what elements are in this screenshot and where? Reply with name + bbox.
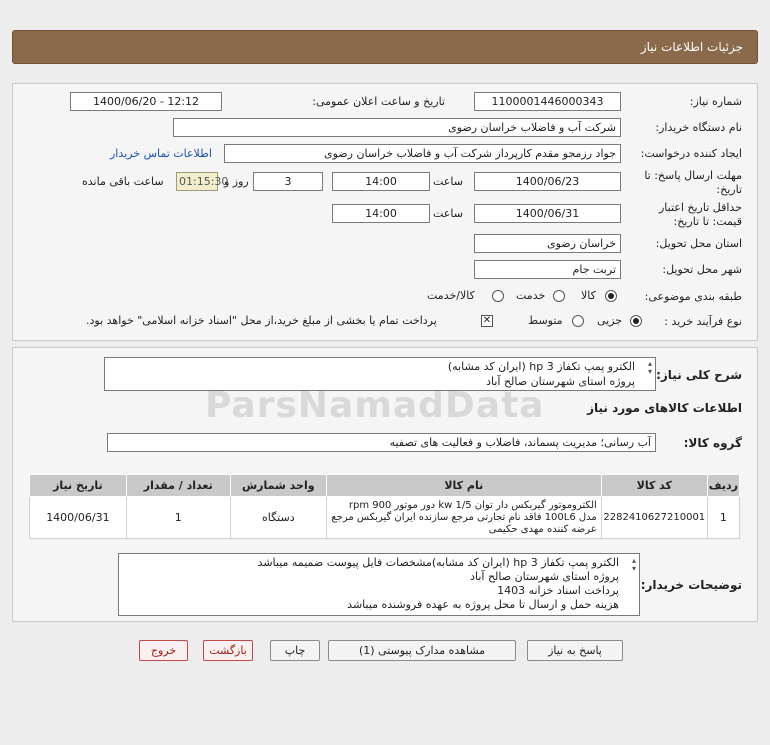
goods-section-title: اطلاعات کالاهای مورد نیاز [587, 401, 742, 415]
province-field: خراسان رضوی [474, 234, 621, 253]
print-button[interactable]: چاپ [270, 640, 320, 661]
need-number-field: 1100001446000343 [474, 92, 621, 111]
deadline-time-label: ساعت [433, 175, 463, 188]
deadline-time-field: 14:00 [332, 172, 430, 191]
process-medium-radio[interactable] [572, 315, 584, 327]
col-unit: واحد شمارش [230, 475, 326, 497]
validity-label: حداقل تاریخ اعتبار [658, 201, 742, 214]
buyer-notes-box [118, 553, 640, 616]
treasury-checkbox[interactable]: ✕ [482, 315, 492, 326]
table-row[interactable] [30, 497, 740, 539]
need-number-label: شماره نیاز: [689, 95, 742, 108]
summary-line-1: الکترو پمپ تکفاز 3 hp (ایران کد مشابه) [447, 360, 635, 373]
summary-line-2: پروژه استای شهرستان صالح آباد [486, 375, 635, 388]
payment-note: پرداخت تمام یا بخشی از مبلغ خرید،از محل "اسناد خزانه اسلامی" خواهد بود. [86, 314, 437, 327]
col-date: تاریخ نیاز [30, 475, 127, 497]
cell-qty: 1 [126, 497, 230, 539]
category-service-label: خدمت [516, 289, 546, 302]
buyer-notes-label: توضیحات خریدار: [640, 578, 742, 592]
goods-group-field: آب رسانی؛ مدیریت پسماند، فاضلاب و فعالیت های تصفیه [107, 433, 656, 452]
buyer-notes-line-3: پرداخت اسناد خزانه 1403 [497, 584, 619, 597]
remaining-label: ساعت باقی مانده [82, 175, 164, 188]
cell-code: 2282410627210001 [601, 497, 707, 539]
buyer-notes-line-1: الکترو پمپ تکفاز 3 hp (ایران کد مشابه)مشخصات فایل پیوست ضمیمه میباشد [257, 556, 619, 569]
validity-time-label: ساعت [433, 207, 463, 220]
back-button[interactable]: بازگشت [203, 640, 253, 661]
validity-time-field: 14:00 [332, 204, 430, 223]
announce-label: تاریخ و ساعت اعلان عمومی: [312, 95, 445, 108]
deadline-label: مهلت ارسال پاسخ: تا [644, 169, 742, 182]
page-header [12, 30, 758, 64]
process-minor-radio[interactable] [630, 315, 642, 327]
days-label: روز و [224, 175, 249, 188]
city-label: شهر محل تحویل: [662, 263, 742, 276]
validity-date-field: 1400/06/31 [474, 204, 621, 223]
category-goods-label: کالا [581, 289, 596, 302]
category-both-label: کالا/خدمت [427, 289, 475, 302]
goods-group-label: گروه کالا: [683, 436, 742, 450]
buyer-org-field: شرکت آب و فاضلاب خراسان رضوی [173, 118, 621, 137]
watermark-logo: ParsNamadData [205, 385, 545, 426]
col-index: ردیف [707, 475, 739, 497]
category-service-radio[interactable] [553, 290, 565, 302]
creator-field: جواد رزمجو مقدم کارپرداز شرکت آب و فاضلاب خراسان رضوی [224, 144, 621, 163]
announce-field: 1400/06/20 - 12:12 [70, 92, 222, 111]
items-table-wrap [29, 474, 740, 539]
buyer-notes-line-4: هزینه حمل و ارسال تا محل پروژه به عهده فروشنده میباشد [347, 598, 619, 611]
notes-scroll-icon[interactable]: ▴ ▾ [631, 556, 636, 573]
col-code: کد کالا [601, 475, 707, 497]
attachments-button[interactable]: مشاهده مدارک پیوستی (1) [328, 640, 516, 661]
reply-button[interactable]: پاسخ به نیاز [527, 640, 623, 661]
process-minor-label: جزیی [597, 314, 623, 327]
table-header-row [30, 475, 740, 497]
scroll-arrows-icon[interactable]: ▴ ▾ [647, 359, 652, 376]
col-qty: تعداد / مقدار [126, 475, 230, 497]
cell-name: الکتروموتور گیربکس دار توان kw 1/5 دور موتور rpm 900 مدل 100L6 فاقد نام تجارتی مرجع سازنده ایران گیربکس مرجع عرضه کننده مهدی حکیمی [326, 497, 601, 539]
summary-box [104, 357, 656, 391]
buyer-notes-line-2: پروژه استای شهرستان صالح آباد [470, 570, 619, 583]
category-label: طبقه بندی موضوعی: [644, 290, 742, 303]
category-both-radio[interactable] [492, 290, 504, 302]
province-label: استان محل تحویل: [655, 237, 742, 250]
exit-button[interactable]: خروج [139, 640, 188, 661]
buyer-org-label: نام دستگاه خریدار: [655, 121, 742, 134]
items-table [29, 474, 740, 539]
city-field: تربت جام [474, 260, 621, 279]
process-medium-label: متوسط [528, 314, 563, 327]
days-field: 3 [253, 172, 323, 191]
summary-label: شرح کلی نیاز: [656, 368, 742, 382]
validity-label-2: قیمت: تا تاریخ: [673, 215, 742, 228]
col-name: نام کالا [326, 475, 601, 497]
cell-date: 1400/06/31 [30, 497, 127, 539]
cell-index: 1 [707, 497, 739, 539]
category-goods-radio[interactable] [605, 290, 617, 302]
deadline-date-field: 1400/06/23 [474, 172, 621, 191]
deadline-label-2: تاریخ: [716, 183, 742, 196]
remaining-timer: 01:15:30 [176, 172, 218, 191]
cell-unit: دستگاه [230, 497, 326, 539]
page-title: جزئیات اطلاعات نیاز [640, 40, 743, 54]
process-label: نوع فرآیند خرید : [664, 315, 742, 328]
creator-label: ایجاد کننده درخواست: [640, 147, 742, 160]
buyer-contact-link[interactable]: اطلاعات تماس خریدار [110, 147, 212, 160]
